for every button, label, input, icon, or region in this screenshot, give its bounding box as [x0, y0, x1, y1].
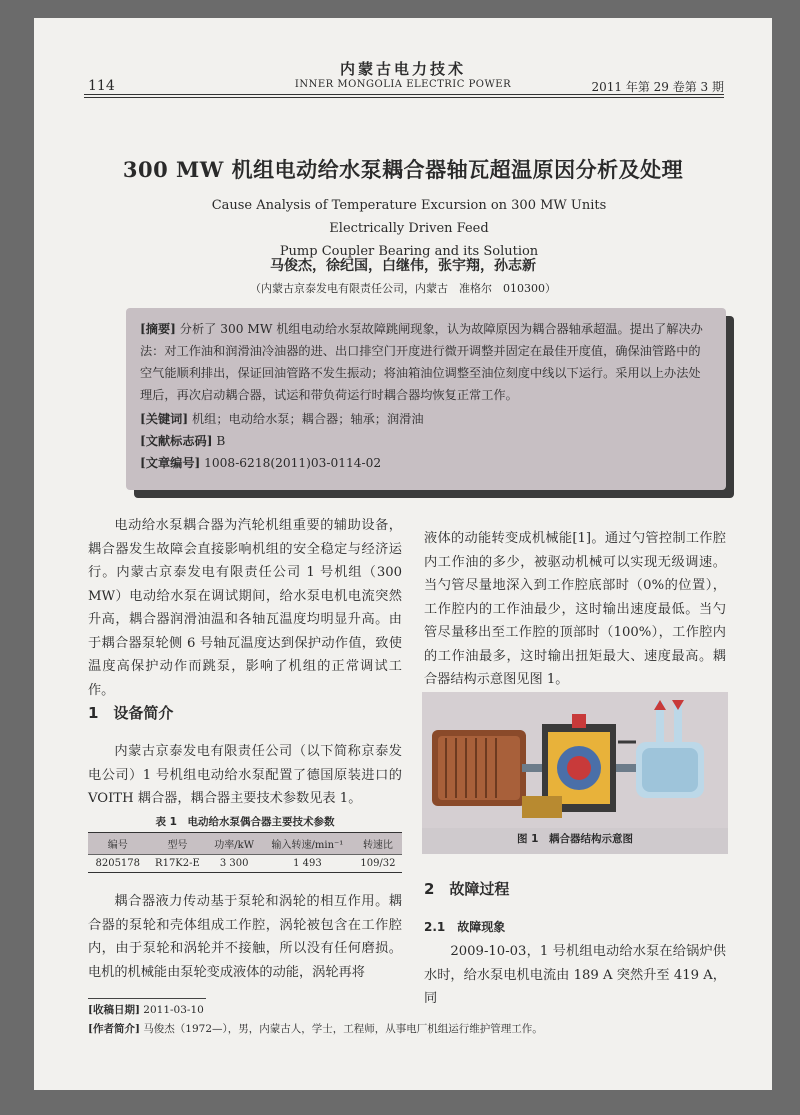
figure-caption: 图 1 耦合器结构示意图 [517, 833, 633, 845]
table-cell: 1 493 [261, 855, 354, 873]
footnote-rule [88, 998, 206, 999]
keywords [140, 408, 712, 430]
parameters-table [88, 832, 402, 873]
right-column-paragraph [424, 514, 726, 705]
page-number: 114 [88, 78, 115, 94]
table-header-cell: 输入转速/min⁻¹ [261, 833, 354, 855]
affiliation: （内蒙古京泰发电有限责任公司，内蒙古 准格尔 010300） [250, 282, 556, 295]
article-number-value: 1008-6218(2011)03-0114-02 [204, 456, 382, 470]
keywords-label: [关键词] [140, 412, 189, 426]
table-header-cell: 型号 [148, 833, 208, 855]
issue-info: 2011 年第 29 卷第 3 期 [591, 80, 724, 94]
article-title: 300 MW 机组电动给水泵耦合器轴瓦超温原因分析及处理 [122, 157, 684, 182]
author-list: 马俊杰，徐纪国，白继伟，张宇翔，孙志新 [270, 258, 536, 274]
section-1-paragraph [88, 740, 402, 811]
article-number [140, 452, 712, 474]
table-header-row [88, 833, 402, 855]
title-en-line1: Cause Analysis of Temperature Excursion on 300 MW Units Electrically Driven Feed [211, 198, 607, 236]
table-header-cell: 转速比 [354, 833, 402, 855]
coupler-principle-paragraph [88, 890, 402, 984]
author-bio-text: 马俊杰（1972—），男，内蒙古人，学士，工程师，从事电厂机组运行维护管理工作。 [143, 1023, 543, 1035]
section-2-1-paragraph [424, 940, 726, 1011]
table-row [88, 855, 402, 873]
section-2-1-text: 2009-10-03，1 号机组电动给水泵在给锅炉供水时，给水泵电机电流由 189 A 突然升至 419 A，同 [424, 944, 726, 1006]
doc-code-label: [文献标志码] [140, 434, 213, 448]
received-label: [收稿日期] [88, 1004, 140, 1016]
right-column-text: 液体的动能转变成机械能[1]。通过勺管控制工作腔内工作油的多少，被驱动机械可以实现无级调速。当勺管尽量地深入到工作腔底部时（0%的位置），工作腔内的工作油最少，这时输出速度最低。当勺管尽量移出至工作腔的顶部时（100%），工作腔内的工作油最多，这时输出扭矩最大、速度最高。耦合器结构示意图见图 1。 [424, 531, 726, 688]
intro-text: 电动给水泵耦合器为汽轮机组重要的辅助设备，耦合器发生故障会直接影响机组的安全稳定与经济运行。内蒙古京泰发电有限责任公司 1 号机组（300 MW）电动给水泵在调试期间，给水泵电机电流突然升高，耦合器润滑油温和各轴瓦温度均明显升高。由于耦合器泵轮侧 6 号轴瓦温度达到保护动作值，致使温度高保护动作而跳泵，影响了机组的正常调试工作。 [88, 518, 402, 698]
table-caption: 表 1 电动给水泵偶合器主要技术参数 [155, 816, 335, 828]
doc-code [140, 430, 712, 452]
figure-1 [422, 692, 728, 854]
coupler-principle-text: 耦合器液力传动基于泵轮和涡轮的相互作用。耦合器的泵轮和壳体组成工作腔，涡轮被包含在工作腔内，由于泵轮和涡轮并不接触，所以没有任何磨损。电机的机械能由泵轮变成液体的动能，涡轮再将 [88, 894, 402, 980]
received-value: 2011-03-10 [143, 1004, 204, 1016]
abstract-box [126, 308, 726, 490]
abstract-text: 分析了 300 MW 机组电动给水泵故障跳闸现象，认为故障原因为耦合器轴承超温。提出了解决办法：对工作油和润滑油冷油器的进、出口排空门开度进行微开调整并固定在最佳开度值，确保油管路中的空气能顺利排出，保证回油管路不发生振动；将油箱油位调整至油位刻度中线以下运行。采用以上办法处理后，再次启动耦合器，试运和带负荷运行时耦合器均恢复正常工作。 [140, 322, 703, 402]
section-1-heading: 1 设备简介 [88, 704, 174, 722]
article-number-label: [文章编号] [140, 456, 201, 470]
section-1-text: 内蒙古京泰发电有限责任公司（以下简称京泰发电公司）1 号机组电动给水泵配置了德国原装进口的 VOITH 耦合器，耦合器主要技术参数见表 1。 [88, 744, 402, 806]
journal-page [34, 18, 772, 1090]
intro-paragraph [88, 514, 402, 702]
coupler-diagram-icon [422, 692, 728, 828]
author-bio-label: [作者简介] [88, 1023, 140, 1035]
keywords-text: 机组；电动给水泵；耦合器；轴承；润滑油 [191, 412, 424, 426]
table-cell: 109/32 [354, 855, 402, 873]
table-cell: 8205178 [88, 855, 148, 873]
abstract [140, 318, 712, 406]
article-title-en [174, 194, 644, 263]
doc-code-value: B [216, 434, 226, 448]
table-cell: R17K2-E [148, 855, 208, 873]
header-rule [84, 94, 724, 98]
journal-name-en: INNER MONGOLIA ELECTRIC POWER [294, 79, 512, 90]
table-header-cell: 功率/kW [207, 833, 261, 855]
table-cell: 3 300 [207, 855, 261, 873]
abstract-label: [摘要] [140, 322, 176, 336]
journal-name-cn: 内蒙古电力技术 [339, 60, 466, 78]
running-head [34, 18, 772, 98]
received-date [88, 1002, 204, 1017]
section-2-1-heading: 2.1 故障现象 [424, 920, 506, 934]
title-en-line2: Pump Coupler Bearing and its Solution [279, 244, 539, 259]
section-2-heading: 2 故障过程 [424, 880, 510, 898]
table-header-cell: 编号 [88, 833, 148, 855]
author-bio [88, 1021, 543, 1036]
